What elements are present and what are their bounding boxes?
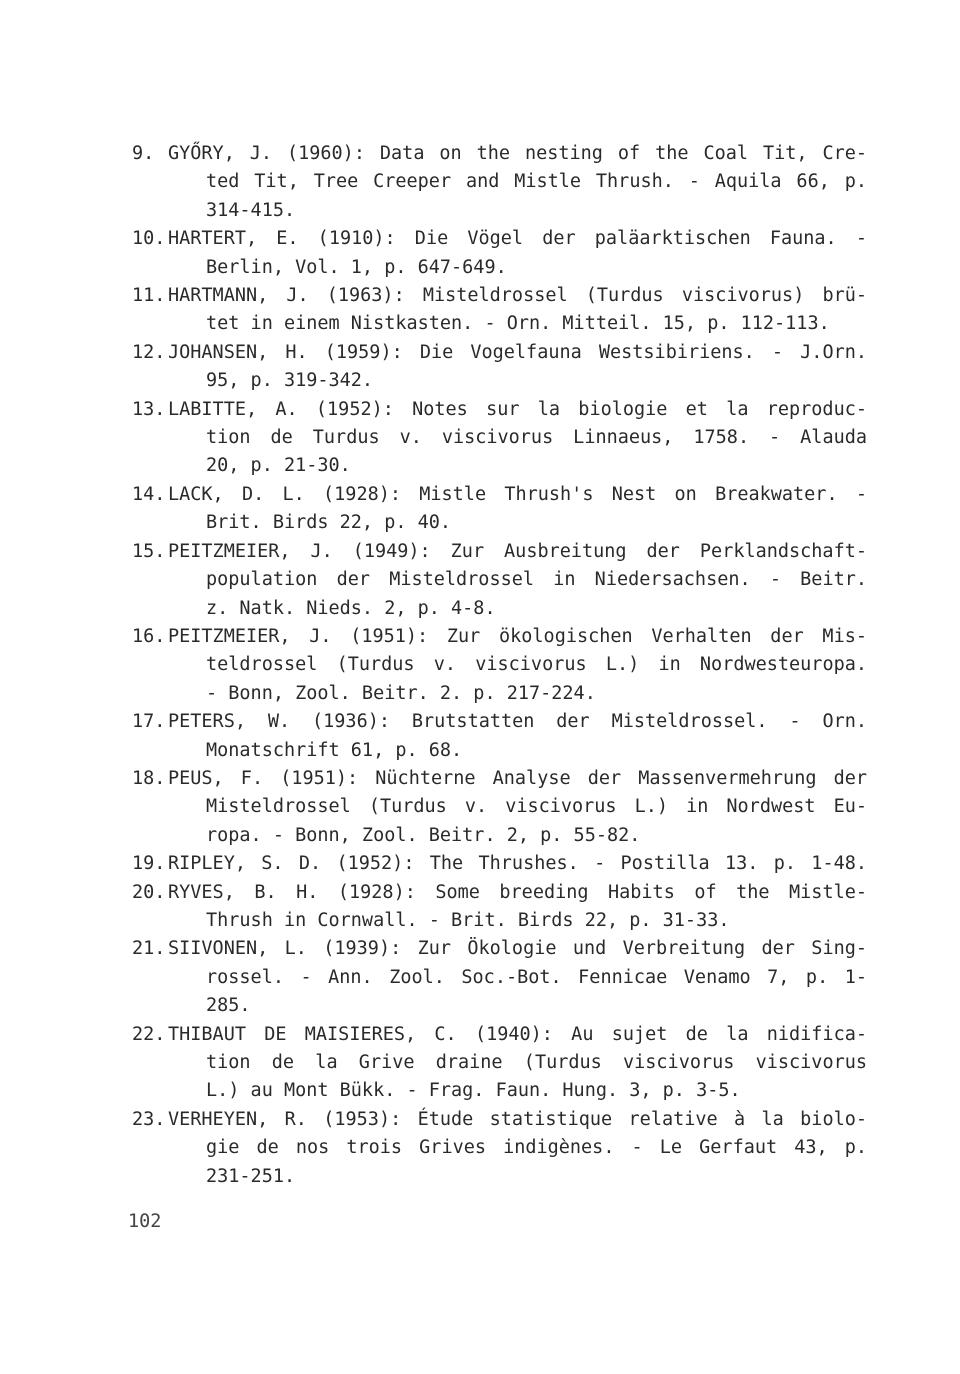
reference-number: 23. bbox=[132, 1108, 166, 1130]
reference-line: z. Natk. Nieds. 2, p. 4-8. bbox=[206, 597, 496, 619]
reference-number: 16. bbox=[132, 625, 166, 647]
reference-number: 18. bbox=[132, 767, 166, 789]
reference-item bbox=[132, 708, 867, 765]
reference-item bbox=[132, 765, 867, 850]
reference-line: 285. bbox=[206, 995, 251, 1017]
reference-line: 314-415. bbox=[206, 199, 296, 221]
reference-line: GYŐRY, J. (1960): Data on the nesting of the Coal Tit, Cre- bbox=[168, 143, 867, 164]
reference-line: Berlin, Vol. 1, p. 647-649. bbox=[206, 256, 507, 278]
reference-item bbox=[132, 282, 867, 339]
page-number: 102 bbox=[128, 1211, 162, 1232]
reference-line: 231-251. bbox=[206, 1165, 296, 1187]
reference-line: VERHEYEN, R. (1953): Étude statistique relative à la biolo- bbox=[168, 1108, 867, 1130]
reference-line: Brit. Birds 22, p. 40. bbox=[206, 512, 452, 534]
reference-line: RIPLEY, S. D. (1952): The Thrushes. - Postilla 13. p. 1-48. bbox=[168, 853, 867, 875]
reference-line: HARTMANN, J. (1963): Misteldrossel (Turdus viscivorus) brü- bbox=[168, 285, 867, 307]
reference-line: THIBAUT DE MAISIERES, C. (1940): Au sujet de la nidifica- bbox=[168, 1023, 867, 1045]
reference-number: 17. bbox=[132, 711, 166, 733]
reference-line: JOHANSEN, H. (1959): Die Vogelfauna Westsibiriens. - J.Orn. bbox=[168, 341, 867, 363]
reference-item bbox=[132, 140, 867, 225]
reference-number: 20. bbox=[132, 881, 166, 903]
reference-line: 20, p. 21-30. bbox=[206, 455, 351, 477]
reference-number: 11. bbox=[132, 285, 166, 307]
reference-line: tion de Turdus v. viscivorus Linnaeus, 1758. - Alauda bbox=[206, 427, 867, 449]
reference-line: ropa. - Bonn, Zool. Beitr. 2, p. 55-82. bbox=[206, 824, 641, 846]
reference-line: teldrossel (Turdus v. viscivorus L.) in Nordwesteuropa. bbox=[206, 654, 867, 676]
reference-number: 12. bbox=[132, 341, 166, 363]
reference-line: ted Tit, Tree Creeper and Mistle Thrush. - Aquila 66, p. bbox=[206, 171, 867, 193]
reference-line: 95, p. 319-342. bbox=[206, 370, 374, 392]
reference-line: L.) au Mont Bükk. - Frag. Faun. Hung. 3, p. 3-5. bbox=[206, 1080, 741, 1102]
reference-line: HARTERT, E. (1910): Die Vögel der paläarktischen Fauna. - bbox=[168, 228, 867, 250]
reference-line: tet in einem Nistkasten. - Orn. Mitteil. 15, p. 112-113. bbox=[206, 313, 830, 335]
reference-item bbox=[132, 623, 867, 708]
reference-number: 22. bbox=[132, 1023, 166, 1045]
reference-line: - Bonn, Zool. Beitr. 2. p. 217-224. bbox=[206, 682, 596, 704]
reference-number: 13. bbox=[132, 398, 166, 420]
reference-line: Monatschrift 61, p. 68. bbox=[206, 739, 463, 761]
reference-item bbox=[132, 935, 867, 1020]
reference-line: SIIVONEN, L. (1939): Zur Ökologie und Verbreitung der Sing- bbox=[168, 938, 867, 960]
reference-line: tion de la Grive draine (Turdus viscivorus viscivorus bbox=[206, 1052, 867, 1073]
reference-line: PETERS, W. (1936): Brutstatten der Misteldrossel. - Orn. bbox=[168, 711, 867, 733]
reference-item bbox=[132, 1021, 867, 1106]
reference-list bbox=[132, 140, 867, 1191]
reference-item bbox=[132, 850, 867, 878]
reference-item bbox=[132, 396, 867, 481]
reference-item bbox=[132, 879, 867, 936]
reference-line: rossel. - Ann. Zool. Soc.-Bot. Fennicae Venamo 7, p. 1- bbox=[206, 966, 867, 988]
reference-number: 15. bbox=[132, 540, 166, 562]
reference-line: PEITZMEIER, J. (1949): Zur Ausbreitung der Perklandschaft- bbox=[168, 540, 867, 562]
reference-line: PEUS, F. (1951): Nüchterne Analyse der Massenvermehrung der bbox=[168, 767, 867, 789]
reference-item bbox=[132, 538, 867, 623]
reference-number: 14. bbox=[132, 483, 166, 505]
reference-line: gie de nos trois Grives indigènes. - Le Gerfaut 43, p. bbox=[206, 1137, 867, 1159]
reference-line: LACK, D. L. (1928): Mistle Thrush's Nest on Breakwater. - bbox=[168, 483, 867, 505]
reference-number: 10. bbox=[132, 228, 166, 250]
reference-line: LABITTE, A. (1952): Notes sur la biologie et la reproduc- bbox=[168, 398, 867, 420]
reference-item bbox=[132, 481, 867, 538]
reference-number: 9. bbox=[132, 143, 155, 164]
reference-item bbox=[132, 1106, 867, 1191]
reference-number: 21. bbox=[132, 938, 166, 960]
reference-line: Thrush in Cornwall. - Brit. Birds 22, p. 31-33. bbox=[206, 909, 730, 931]
reference-line: RYVES, B. H. (1928): Some breeding Habits of the Mistle- bbox=[168, 881, 867, 903]
reference-number: 19. bbox=[132, 853, 166, 875]
reference-item bbox=[132, 339, 867, 396]
reference-line: Misteldrossel (Turdus v. viscivorus L.) in Nordwest Eu- bbox=[206, 796, 867, 818]
reference-line: population der Misteldrossel in Niedersachsen. - Beitr. bbox=[206, 569, 867, 591]
reference-line: PEITZMEIER, J. (1951): Zur ökologischen Verhalten der Mis- bbox=[168, 625, 867, 647]
reference-item bbox=[132, 225, 867, 282]
